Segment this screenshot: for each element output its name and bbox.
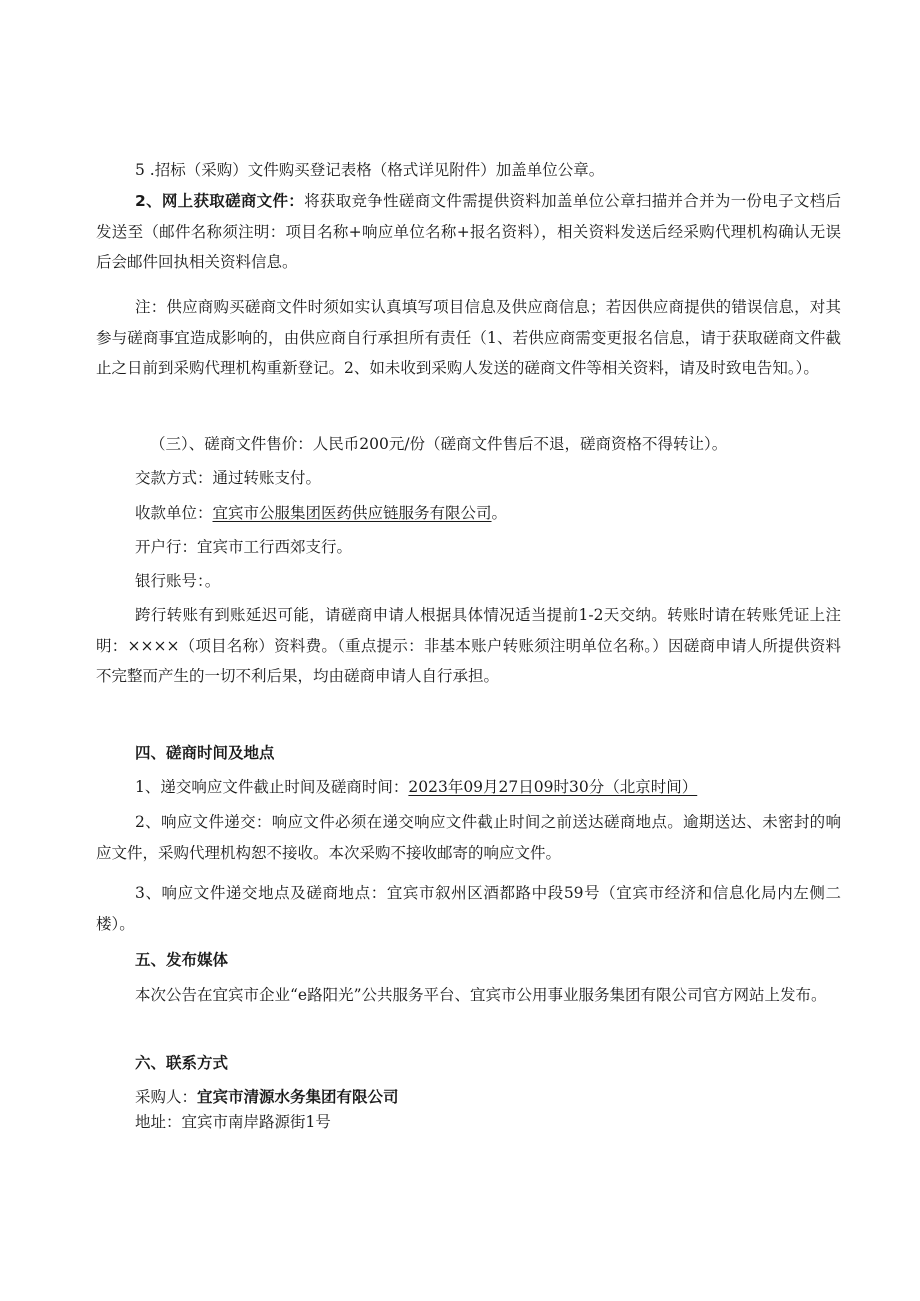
- location-paragraph: 3、响应文件递交地点及磋商地点：宜宾市叙州区酒都路中段59号（宜宾市经济和信息化局内左侧二楼）。: [96, 884, 841, 933]
- item5-text: 5 .招标（采购）文件购买登记表格（格式详见附件）加盖单位公章。: [135, 161, 605, 179]
- account-text: 银行账号：。: [135, 572, 221, 590]
- deadline-paragraph: [96, 772, 841, 803]
- deadline-value: 2023年09月27日09时30分（北京时间）: [408, 778, 698, 796]
- submission-paragraph: 2、响应文件递交：响应文件必须在递交响应文件截止时间之前送达磋商地点。逾期送达、未密封的响应文件，采购代理机构恕不接收。本次采购不接收邮寄的响应文件。: [96, 813, 841, 862]
- transfer-note-paragraph: 跨行转账有到账延迟可能，请磋商申请人根据具体情况适当提前1-2天交纳。转账时请在转账凭证上注明：××××（项目名称）资料费。（重点提示：非基本账户转账须注明单位名称。）因磋商申请人所提供资料不完整而产生的一切不利后果，均由磋商申请人自行承担。: [96, 606, 841, 685]
- online-body: 将获取竞争性磋商文件需提供资料加盖单位公章扫描并合并为一份电子文档后发送至（邮件名称须注明：项目名称+响应单位名称+报名资料），相关资料发送后经采购代理机构确认无误后会邮件回执相关资料信息。: [96, 192, 841, 271]
- online-paragraph: [96, 186, 841, 278]
- section5-title: 五、发布媒体: [135, 951, 229, 969]
- price-text: （三）、磋商文件售价：人民币200元/份（磋商文件售后不退，磋商资格不得转让）。: [150, 435, 728, 453]
- payee-paragraph: [96, 498, 841, 529]
- address-text: 地址：宜宾市南岸路源街1号: [135, 1113, 331, 1131]
- purchaser-label: 采购人：: [135, 1088, 198, 1106]
- deadline-label: 1、递交响应文件截止时间及磋商时间：: [135, 778, 409, 796]
- bank-text: 开户行：宜宾市工行西郊支行。: [135, 538, 353, 556]
- purchaser-name: 宜宾市清源水务集团有限公司: [197, 1088, 399, 1106]
- media-paragraph: 本次公告在宜宾市企业“e路阳光”公共服务平台、宜宾市公用事业服务集团有限公司官方网站上发布。: [135, 986, 827, 1004]
- payee-label: 收款单位：: [135, 504, 213, 522]
- payee-name: 宜宾市公服集团医药供应链服务有限公司: [212, 504, 492, 522]
- payee-end: 。: [491, 504, 508, 522]
- payment-method-text: 交款方式：通过转账支付。: [135, 469, 322, 487]
- note-paragraph: 注：供应商购买磋商文件时须如实认真填写项目信息及供应商信息；若因供应商提供的错误信息，对其参与磋商事宜造成影响的，由供应商自行承担所有责任（1、若供应商需变更报名信息，请于获取磋商文件截止之日前到采购代理机构重新登记。2、如未收到采购人发送的磋商文件等相关资料，请及时致电告知。）。: [96, 298, 841, 377]
- online-heading: 2、网上获取磋商文件：: [135, 192, 305, 210]
- section6-title: 六、联系方式: [135, 1054, 229, 1072]
- section4-title: 四、磋商时间及地点: [135, 744, 275, 762]
